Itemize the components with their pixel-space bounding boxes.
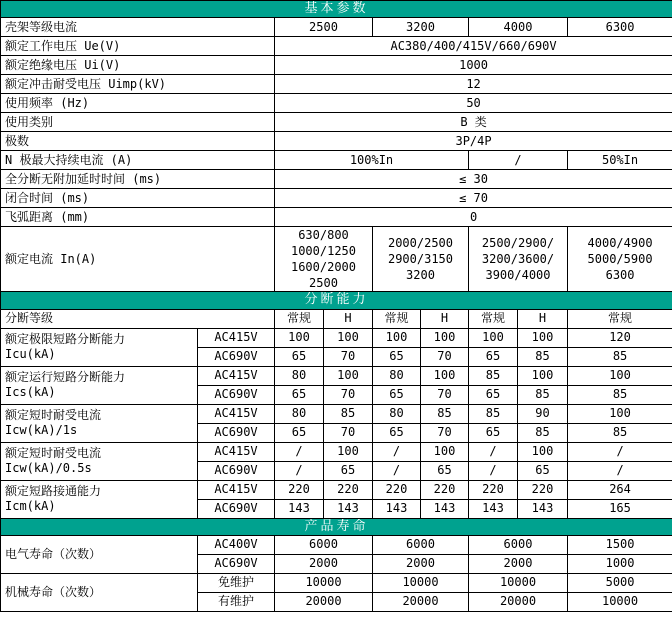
value-cell: / (275, 461, 324, 480)
table-row (1, 208, 672, 227)
value-cell: 2000 (275, 554, 373, 573)
table-row (1, 56, 672, 75)
value-cell: 20000 (373, 592, 469, 611)
value-cell: 90 (518, 404, 568, 423)
row-label: 额定工作电压 Ue(V) (1, 37, 275, 56)
row-sublabel: AC415V (198, 366, 275, 385)
value-cell: 2500 (275, 18, 373, 37)
value-cell: ≤ 70 (275, 189, 672, 208)
value-cell: 143 (469, 499, 518, 518)
value-cell: 143 (275, 499, 324, 518)
value-cell: 65 (518, 461, 568, 480)
value-cell: 65 (373, 385, 421, 404)
value-cell: 70 (324, 385, 373, 404)
value-cell: 65 (421, 461, 469, 480)
value-cell: 100 (421, 366, 469, 385)
row-label: 额定电流 In(A) (1, 227, 275, 292)
value-cell: 143 (518, 499, 568, 518)
value-cell: 85 (568, 385, 672, 404)
table-row (1, 113, 672, 132)
value-cell: 4000/4900 5000/5900 6300 (568, 227, 672, 292)
value-cell: 80 (373, 404, 421, 423)
row-sublabel: AC690V (198, 347, 275, 366)
row-label: 额定绝缘电压 Ui(V) (1, 56, 275, 75)
table-row (1, 132, 672, 151)
column-header: 常规 (469, 309, 518, 328)
value-cell: 65 (373, 347, 421, 366)
value-cell: / (568, 461, 672, 480)
value-cell: 65 (469, 385, 518, 404)
value-cell: 65 (275, 423, 324, 442)
row-sublabel: AC690V (198, 385, 275, 404)
value-cell: 4000 (469, 18, 568, 37)
table-row (1, 328, 672, 347)
section-title: 产品寿命 (1, 518, 672, 535)
row-label: 全分断无附加延时时间 (ms) (1, 170, 275, 189)
value-cell: 65 (373, 423, 421, 442)
value-cell: 10000 (568, 592, 672, 611)
table-row (1, 189, 672, 208)
value-cell: / (469, 442, 518, 461)
value-cell: 10000 (469, 573, 568, 592)
value-cell: 3P/4P (275, 132, 672, 151)
value-cell: 70 (421, 385, 469, 404)
value-cell: 20000 (469, 592, 568, 611)
value-cell: 2000 (469, 554, 568, 573)
row-label: 使用频率 (Hz) (1, 94, 275, 113)
value-cell: 65 (275, 347, 324, 366)
value-cell: 220 (324, 480, 373, 499)
value-cell: 85 (568, 423, 672, 442)
value-cell: 100 (275, 328, 324, 347)
value-cell: / (373, 461, 421, 480)
value-cell: 630/800 1000/1250 1600/2000 2500 (275, 227, 373, 292)
value-cell: 100 (421, 328, 469, 347)
value-cell: 100 (373, 328, 421, 347)
value-cell: 100 (469, 328, 518, 347)
table-row (1, 442, 672, 461)
value-cell: / (275, 442, 324, 461)
value-cell: 65 (469, 423, 518, 442)
row-label: 机械寿命（次数） (1, 573, 198, 611)
row-sublabel: AC415V (198, 404, 275, 423)
value-cell: 6000 (469, 535, 568, 554)
column-header: H (518, 309, 568, 328)
row-label: 额定短路接通能力 Icm(kA) (1, 480, 198, 518)
value-cell: 100 (324, 442, 373, 461)
row-label: 额定极限短路分断能力 Icu(kA) (1, 328, 198, 366)
row-sublabel: AC690V (198, 423, 275, 442)
table-row (1, 404, 672, 423)
value-cell: 100 (518, 442, 568, 461)
value-cell: 165 (568, 499, 672, 518)
value-cell: / (568, 442, 672, 461)
value-cell: 5000 (568, 573, 672, 592)
column-header: 常规 (373, 309, 421, 328)
value-cell: 100%In (275, 151, 469, 170)
column-header: H (421, 309, 469, 328)
table-row (1, 151, 672, 170)
table-row (1, 94, 672, 113)
value-cell: 85 (518, 385, 568, 404)
value-cell: 220 (275, 480, 324, 499)
row-label: 额定短时耐受电流 Icw(kA)/0.5s (1, 442, 198, 480)
row-sublabel: AC690V (198, 554, 275, 573)
value-cell: 50 (275, 94, 672, 113)
value-cell: 85 (518, 347, 568, 366)
row-label: N 极最大持续电流 (A) (1, 151, 275, 170)
value-cell: 100 (568, 366, 672, 385)
value-cell: 100 (568, 404, 672, 423)
value-cell: B 类 (275, 113, 672, 132)
row-label: 极数 (1, 132, 275, 151)
row-sublabel: AC415V (198, 480, 275, 499)
value-cell: 70 (324, 347, 373, 366)
row-label: 闭合时间 (ms) (1, 189, 275, 208)
value-cell: 143 (421, 499, 469, 518)
value-cell: 70 (421, 347, 469, 366)
section-row (1, 518, 672, 535)
value-cell: 12 (275, 75, 672, 94)
value-cell: 100 (518, 328, 568, 347)
row-sublabel: 有维护 (198, 592, 275, 611)
value-cell: AC380/400/415V/660/690V (275, 37, 672, 56)
value-cell: 220 (518, 480, 568, 499)
table-row (1, 37, 672, 56)
value-cell: 65 (469, 347, 518, 366)
value-cell: 1500 (568, 535, 672, 554)
value-cell: 20000 (275, 592, 373, 611)
value-cell: 6300 (568, 18, 672, 37)
value-cell: 3200 (373, 18, 469, 37)
value-cell: / (469, 151, 568, 170)
row-label: 壳架等级电流 (1, 18, 275, 37)
table-row (1, 366, 672, 385)
row-label: 额定冲击耐受电压 Uimp(kV) (1, 75, 275, 94)
column-header: 常规 (275, 309, 324, 328)
value-cell: 220 (469, 480, 518, 499)
row-sublabel: AC690V (198, 461, 275, 480)
value-cell: 85 (518, 423, 568, 442)
value-cell: 1000 (275, 56, 672, 75)
value-cell: 10000 (373, 573, 469, 592)
row-label: 飞弧距离 (mm) (1, 208, 275, 227)
row-label: 额定运行短路分断能力 Ics(kA) (1, 366, 198, 404)
table-row (1, 309, 672, 328)
value-cell: 65 (275, 385, 324, 404)
value-cell: 85 (568, 347, 672, 366)
row-sublabel: 免维护 (198, 573, 275, 592)
value-cell: 264 (568, 480, 672, 499)
row-label: 电气寿命（次数） (1, 535, 198, 573)
row-label: 使用类别 (1, 113, 275, 132)
section-row (1, 292, 672, 309)
table-row (1, 227, 672, 292)
row-sublabel: AC415V (198, 442, 275, 461)
value-cell: 120 (568, 328, 672, 347)
value-cell: 80 (373, 366, 421, 385)
row-label: 额定短时耐受电流 Icw(kA)/1s (1, 404, 198, 442)
value-cell: 100 (421, 442, 469, 461)
value-cell: 143 (324, 499, 373, 518)
table-row (1, 535, 672, 554)
section-title: 分断能力 (1, 292, 672, 309)
value-cell: 220 (421, 480, 469, 499)
value-cell: 85 (324, 404, 373, 423)
value-cell: 100 (518, 366, 568, 385)
table-row (1, 75, 672, 94)
table-row (1, 18, 672, 37)
value-cell: 70 (324, 423, 373, 442)
value-cell: 100 (324, 328, 373, 347)
value-cell: ≤ 30 (275, 170, 672, 189)
value-cell: 10000 (275, 573, 373, 592)
row-label: 分断等级 (1, 309, 275, 328)
table-row (1, 573, 672, 592)
value-cell: 6000 (275, 535, 373, 554)
table-row (1, 170, 672, 189)
column-header: H (324, 309, 373, 328)
value-cell: 2500/2900/ 3200/3600/ 3900/4000 (469, 227, 568, 292)
table-row (1, 480, 672, 499)
row-sublabel: AC415V (198, 328, 275, 347)
value-cell: 50%In (568, 151, 672, 170)
value-cell: 0 (275, 208, 672, 227)
value-cell: 70 (421, 423, 469, 442)
section-title: 基本参数 (1, 1, 672, 18)
value-cell: 1000 (568, 554, 672, 573)
value-cell: 100 (324, 366, 373, 385)
value-cell: 85 (469, 404, 518, 423)
value-cell: 2000/2500 2900/3150 3200 (373, 227, 469, 292)
value-cell: 65 (324, 461, 373, 480)
row-sublabel: AC400V (198, 535, 275, 554)
value-cell: 80 (275, 366, 324, 385)
column-header: 常规 (568, 309, 672, 328)
value-cell: 80 (275, 404, 324, 423)
value-cell: 2000 (373, 554, 469, 573)
row-sublabel: AC690V (198, 499, 275, 518)
value-cell: / (373, 442, 421, 461)
value-cell: 143 (373, 499, 421, 518)
value-cell: 85 (469, 366, 518, 385)
value-cell: / (469, 461, 518, 480)
value-cell: 220 (373, 480, 421, 499)
section-row (1, 1, 672, 18)
value-cell: 6000 (373, 535, 469, 554)
spec-table-body (1, 1, 672, 612)
value-cell: 85 (421, 404, 469, 423)
